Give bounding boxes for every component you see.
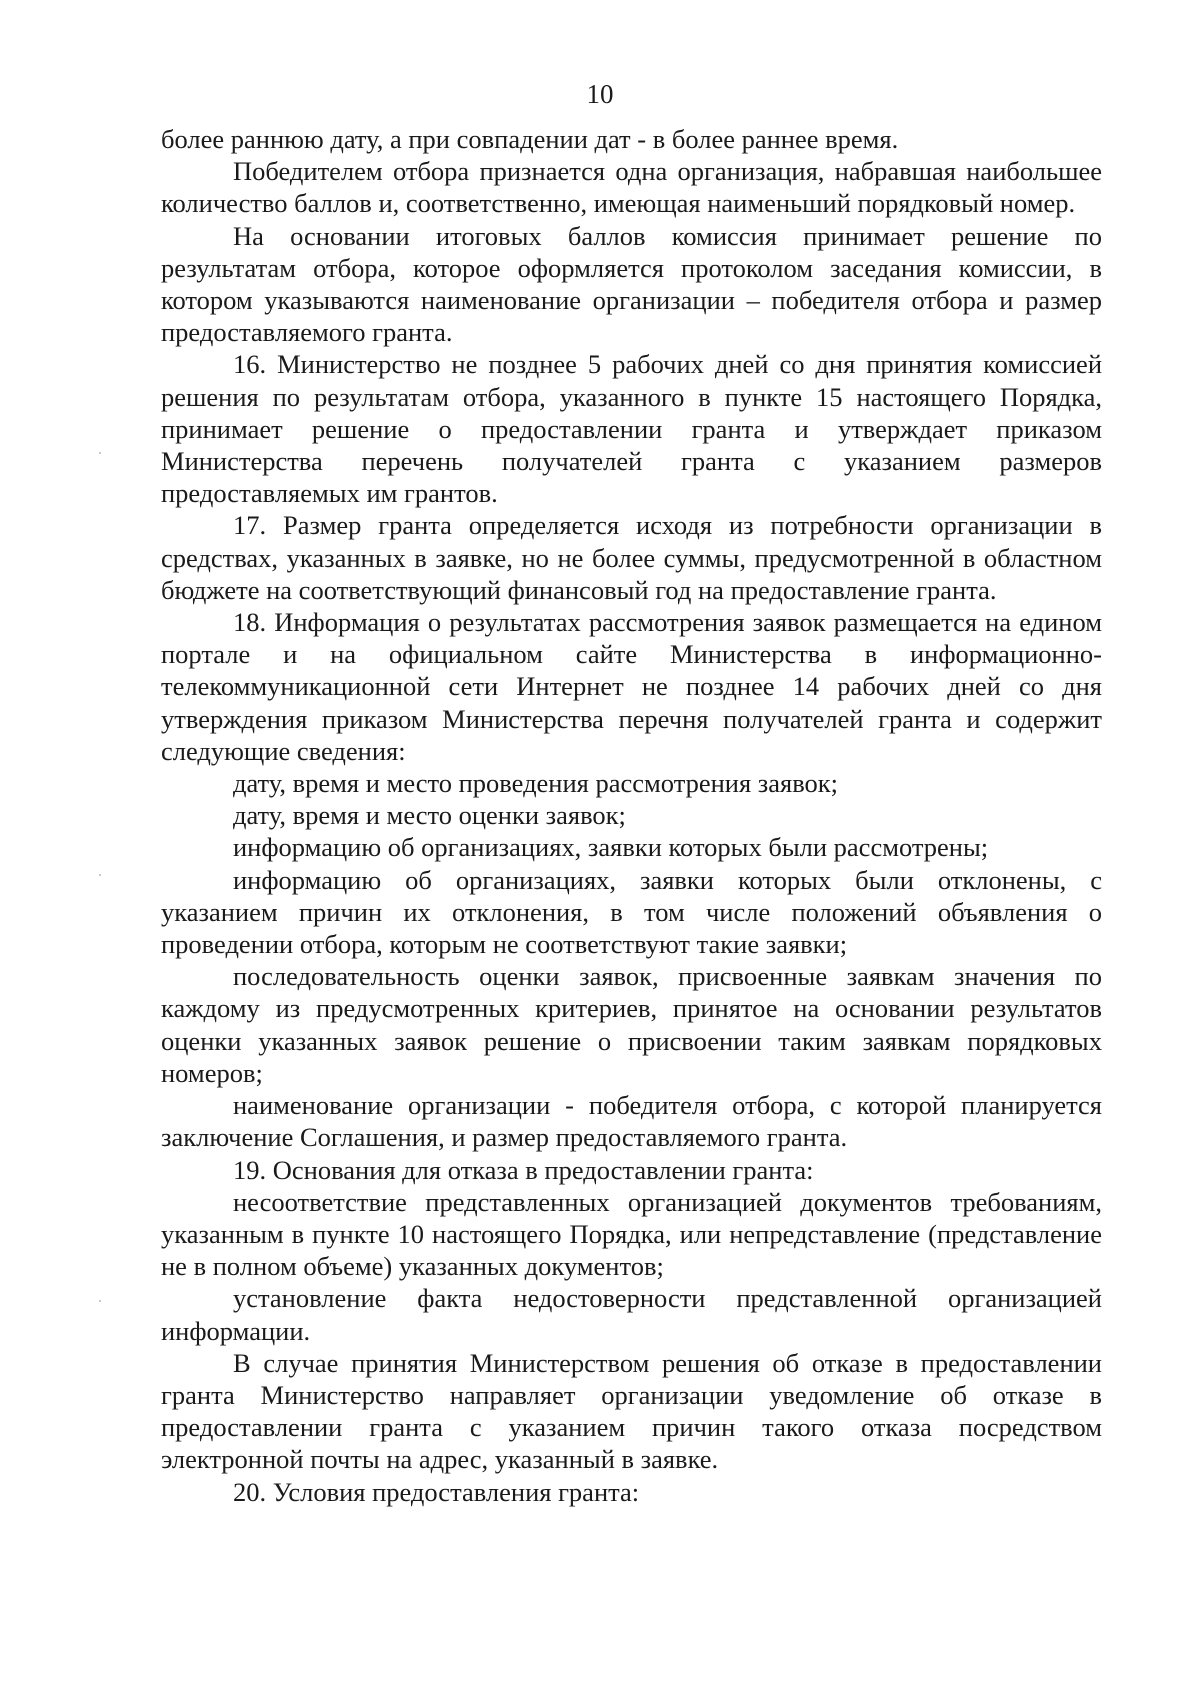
list-item-rejected-orgs: информацию об организациях, заявки которых были отклонены, с указанием причин их отклонения, в том числе положений объявления о проведении отбора, которым не соответствуют такие заявки;: [161, 864, 1102, 960]
refusal-reason-false-info: установление факта недостоверности представленной организацией информации.: [161, 1283, 1102, 1346]
paragraph-18: 18. Информация о результатах рассмотрения заявок размещается на едином портале и на официальном сайте Министерства в информационно-телекоммуникационной сети Интернет не позднее 14 рабочих дней со дня утверждения приказом Министерства перечня получателей гранта и содержит следующие сведения:: [161, 607, 1102, 766]
scan-speck: [99, 1300, 101, 1302]
page-number: 10: [586, 79, 614, 109]
list-item-review-date: дату, время и место проведения рассмотрения заявок;: [233, 768, 839, 799]
scan-speck: [99, 874, 101, 876]
list-item-evaluation-sequence: последовательность оценки заявок, присвоенные заявкам значения по каждому из предусмотренных критериев, принятое на основании результатов оценки указанных заявок решение о присвоении таким заявкам порядковых номеров;: [161, 961, 1102, 1088]
paragraph-winner: Победителем отбора признается одна организация, набравшая наибольшее количество баллов и, соответственно, имеющая наименьший порядковый номер.: [161, 156, 1102, 219]
paragraph-19: 19. Основания для отказа в предоставлении гранта:: [233, 1154, 814, 1185]
paragraph-refusal-notice: В случае принятия Министерством решения об отказе в предоставлении гранта Министерство направляет организации уведомление об отказе в предоставлении гранта с указанием причин такого отказа посредством электронной почты на адрес, указанный в заявке.: [161, 1347, 1102, 1475]
list-item-reviewed-orgs: информацию об организациях, заявки которых были рассмотрены;: [233, 832, 989, 863]
paragraph-20: 20. Условия предоставления гранта:: [233, 1476, 640, 1507]
paragraph-16: 16. Министерство не позднее 5 рабочих дней со дня принятия комиссией решения по результатам отбора, указанного в пункте 15 настоящего Порядка, принимает решение о предоставлении гранта и утверждает приказом Министерства перечень получателей гранта с указанием размеров предоставляемых им грантов.: [161, 349, 1102, 509]
list-item-evaluation-date: дату, время и место оценки заявок;: [233, 800, 626, 831]
scan-speck: [99, 452, 101, 454]
refusal-reason-noncompliance: несоответствие представленных организацией документов требованиям, указанным в пункте 10 настоящего Порядка, или непредставление (представление не в полном объеме) указанных документов;: [161, 1186, 1102, 1282]
paragraph-17: 17. Размер гранта определяется исходя из потребности организации в средствах, указанных в заявке, но не более суммы, предусмотренной в областном бюджете на соответствующий финансовый год на предоставление гранта.: [161, 510, 1102, 605]
document-body: [161, 123, 1102, 1508]
paragraph-commission-decision: На основании итоговых баллов комиссия принимает решение по результатам отбора, которое оформляется протоколом заседания комиссии, в котором указываются наименование организации – победителя отбора и размер предоставляемого гранта.: [161, 220, 1102, 348]
paragraph-continuation: более раннюю дату, а при совпадении дат - в более раннее время.: [161, 124, 899, 154]
list-item-winner-name: наименование организации - победителя отбора, с которой планируется заключение Соглашения, и размер предоставляемого гранта.: [161, 1090, 1102, 1153]
